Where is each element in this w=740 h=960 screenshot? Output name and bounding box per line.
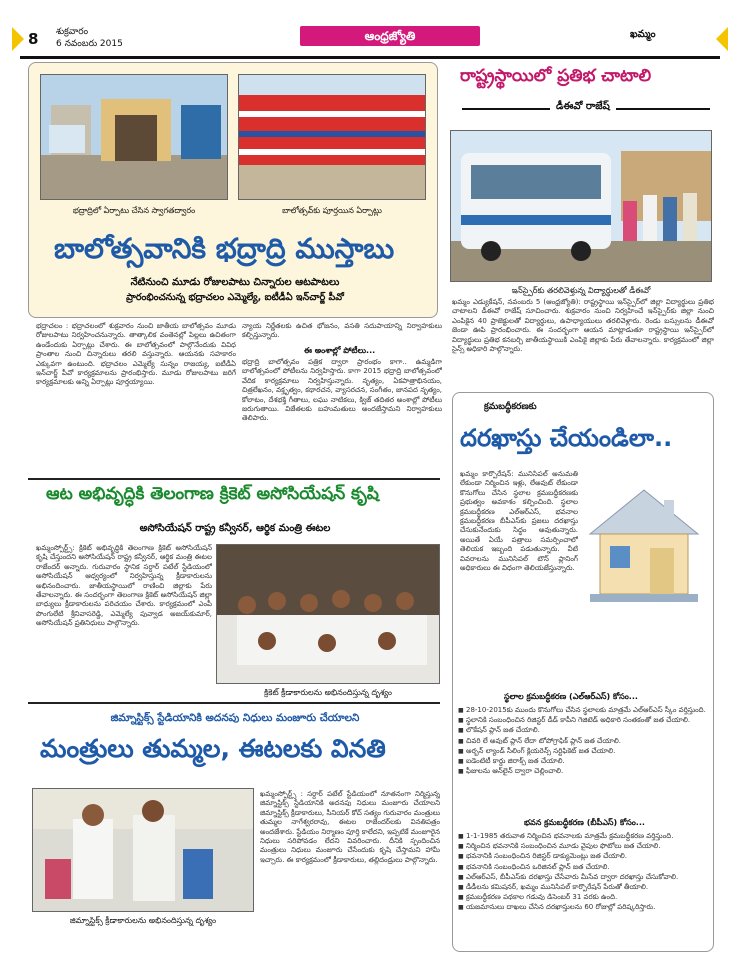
body-balotsavam-right: భద్రాద్రి బాలోత్సవం పత్రిక ద్వారా ప్రారంభం కాగా.. ఉమ్మడిగా బాలోత్సవంలో పోటీలను నిర్వహిస్తారు. కాగా 2015 భద్రాద్రి బాలోత్సవంలో వేదిక కార్యక్రమాలు నిర్వహిస్తున్నారు. నృత్యం, ఏకపాత్రాభినయం, చిత్రలేఖనం, వక్తృత్వం, కథారచన, వ్యాసరచన, సంగీతం, జానపద నృత్యం, కోలాటం, దేశభక్తి గీతాలు, లఘు నాటికలు, క్విజ్ తదితర అంశాల్లో పోటీలు జరుగుతాయి. విజేతలకు బహుమతులు అందజేస్తామని నిర్వాహకులు తెలిపారు.	[242, 358, 442, 423]
list-item: ■ ఎల్‌ఆర్‌ఎస్, బీపీఎస్‌కు దరఖాస్తు చేసేవారు మీసేవ ద్వారా దరఖాస్తు చేసుకోవాలి.	[458, 873, 708, 882]
body-gymnastics: ఖమ్మంస్పోర్ట్స్ : సర్దార్ పటేల్ స్టేడియంలో నూతనంగా నిర్మిస్తున్న జిమ్నాస్టిక్స్ స్టేడియానికి అదనపు నిధులు మంజూరు చేయాలని జిమ్నాస్టిక్స్ క్రీడాకారులు, సీనియర్ కోచ్ సత్యం గురువారం మంత్రులు తుమ్మల నాగేశ్వరరావు, ఈటల రాజేందర్‌లకు వినతిపత్రం అందజేశారు. స్టేడియం నిర్మాణం పూర్తి కాలేదని, ఇప్పటికే మంజూరైన నిధులు సరిపోవడం లేదని వివరించారు. దీనికి స్పందించిన మంత్రులు నిధులు మంజూరు చేసేందుకు కృషి చేస్తామని హామీ ఇచ్చారు. ఈ కార్యక్రమంలో క్రీడాకారులు, తల్లిదండ్రులు పాల్గొన్నారు.	[260, 790, 440, 864]
list-item: ■ క్రమబద్ధీకరణ పథకాల గడువు డిసెంబర్ 31 వరకు ఉంది.	[458, 893, 708, 902]
photo-caption-arrangements: బాలోత్సవ్‌కు పూర్తయిన ఏర్పాట్లు	[282, 206, 382, 215]
subheading-bps: భవన క్రమబద్ధీకరణ (బీపీఎస్) కోసం...	[524, 818, 645, 827]
byline-inspire	[462, 98, 710, 120]
list-item: ■ ఐడెంటిటీ కార్డు జిరాక్స్ జత చేయాలి.	[458, 757, 708, 766]
photo-caption-gymnastics: జిమ్నాస్టిక్స్ క్రీడాకారులను అభినందిస్తున్న దృశ్యం	[69, 916, 217, 925]
headline-gymnastics: మంత్రులు తుమ్మల, ఈటలకు వినతి	[40, 734, 386, 763]
list-item: ■ 28-10-2015కు ముందు కొనుగోలు చేసిన స్థలాలకు మాత్రమే ఎల్‌ఆర్‌ఎస్ స్కీం వర్తిస్తుంది.	[458, 706, 708, 715]
photo-caption-inspire: ఇన్‌స్పైర్‌కు తరలివెళ్తున్న విద్యార్థులతో డీఈవో	[511, 286, 651, 295]
photo-arrangements	[238, 74, 426, 200]
date-label: 6 నవంబరు 2015	[56, 39, 123, 49]
list-item: ■ ఫీజులను ఆన్‌లైన్ ద్వారా చెల్లించాలి.	[458, 767, 708, 776]
house-illustration	[580, 474, 706, 614]
list-bps	[458, 832, 708, 914]
subhead-cricket: అసోసియేషన్ రాష్ట్ర కన్వీనర్, ఆర్థిక మంత్రి ఈటల	[139, 523, 331, 534]
masthead-logo: ఆంధ్రజ్యోతి	[300, 26, 480, 46]
subhead-balotsavam-2: ప్రారంభించనున్న భద్రాచలం ఎమ్మెల్యే, ఐటీడీఏ ఇన్‌చార్జ్ పీవో	[126, 292, 344, 303]
kicker-regularisation: క్రమబద్ధీకరణకు	[484, 402, 537, 412]
body-balotsavam-right-top: న్యాయ నిర్ణేతలకు ఉచిత భోజనం, వసతి సదుపాయాన్ని నిర్వాహకులు కల్పిస్తున్నారు.	[242, 322, 442, 340]
list-item: ■ చివరి లే అవుట్ ప్లాన్ లేదా టోపోగ్రాఫిక్ ప్లాన్ జత చేయాలి.	[458, 737, 708, 746]
list-item: ■ యజమానులు దాఖలు చేసిన దరఖాస్తులను 60 రోజుల్లో పరిష్కరిస్తారు.	[458, 903, 708, 912]
subheading-competitions: ఈ అంశాల్లో పోటీలు...	[304, 346, 376, 355]
subheading-lrs: స్థలాల క్రమబద్ధీకరణ (ఎల్‌ఆర్‌ఎస్) కోసం...	[504, 692, 638, 701]
photo-bus-students	[450, 130, 712, 282]
photo-welcome-arch	[40, 74, 228, 200]
photo-gymnastics	[32, 788, 254, 912]
photo-caption-cricket: క్రికెట్ క్రీడాకారులను అభినందిస్తున్న దృశ్యం	[264, 688, 392, 697]
body-cricket: ఖమ్మంస్పోర్ట్స్: క్రికెట్ అభివృద్ధికి తెలంగాణ క్రికెట్ అసోసియేషన్ కృషి చేస్తుందని అసోసియేషన్ రాష్ట్ర కన్వీనర్, ఆర్థిక మంత్రి ఈటల రాజేందర్ అన్నారు. గురువారం స్థానిక సర్దార్ పటేల్ స్టేడియంలో అసోసియేషన్ ఆధ్వర్యంలో నిర్వహిస్తున్న క్రీడాకారులను అభినందించారు. జాతీయస్థాయిలో రాణించి జిల్లాకు పేరు తేవాలన్నారు. ఈ సందర్భంగా తెలంగాణ క్రికెట్ అసోసియేషన్ జిల్లా బాధ్యులు క్రీడాకారులను పరిచయం చేశారు. కార్యక్రమంలో ఎంపీ పొంగులేటి శ్రీనివాసరెడ్డి, ఎమ్మెల్యే పువ్వాడ అజయ్‌కుమార్, అసోసియేషన్ ప్రతినిధులు పాల్గొన్నారు.	[36, 544, 212, 628]
page-number: 8	[28, 30, 39, 48]
list-item: ■ స్థలానికి సంబంధించిన రిజిస్టర్ డీడ్ కాపీని గెజిటెడ్ అధికారి సంతకంతో జత చేయాలి.	[458, 716, 708, 725]
list-item: ■ 1-1-1985 తరువాత నిర్మించిన భవనాలకు మాత్రమే క్రమబద్ధీకరణ వర్తిస్తుంది.	[458, 832, 708, 841]
list-item: ■ అర్బన్ ల్యాండ్ సీలింగ్ క్లియరెన్స్ సర్టిఫికెట్ జత చేయాలి.	[458, 747, 708, 756]
page-header	[0, 26, 740, 58]
byline-name: డీఈవో రాజేష్	[550, 100, 616, 114]
photo-caption-arch: భద్రాద్రిలో ఏర్పాటు చేసిన స్వాగతద్వారం	[72, 206, 196, 215]
subhead-balotsavam-1: నేటినుంచి మూడు రోజులపాటు చిన్నారుల ఆటపాటలు	[130, 277, 340, 288]
list-lrs	[458, 706, 708, 777]
corner-marker-right	[716, 27, 728, 51]
list-item: ■ నిర్మించిన భవనానికి సంబంధించిన మూడు వైపుల ఫొటోలు జత చేయాలి.	[458, 842, 708, 851]
header-rule	[20, 56, 720, 59]
list-item: ■ లొకేషన్ ప్లాన్ జత చేయాలి.	[458, 726, 708, 735]
section-rule-cricket	[28, 478, 440, 480]
day-label: శుక్రవారం	[56, 27, 89, 37]
kicker-gymnastics: జిమ్నాస్టిక్స్ స్టేడియానికి అదనపు నిధులు మంజూరు చేయాలని	[110, 712, 360, 724]
edition-label: ఖమ్మం	[630, 29, 656, 40]
headline-regularisation: దరఖాస్తు చేయండిలా..	[460, 424, 673, 452]
section-rule-gymnastics	[28, 702, 440, 704]
list-item: ■ డీడీలను కమిషనర్, ఖమ్మం మునిసిపల్ కార్పొరేషన్ పేరుతో తీయాలి.	[458, 883, 708, 892]
body-inspire: ఖమ్మం ఎడ్యుకేషన్, నవంబరు 5 (ఆంధ్రజ్యోతి): రాష్ట్రస్థాయి ఇన్‌స్పైర్‌లో జిల్లా విద్యార్థులు ప్రతిభ చాటాలని డీఈవో రాజేష్ సూచించారు. శుక్రవారం నుంచి నిర్వహించే ఇన్‌స్పైర్‌కు జిల్లా నుంచి ఎంపికైన 40 ప్రాజెక్టులతో విద్యార్థులు, ఉపాధ్యాయులు తరలివెళ్లారు. రెండు బస్సులను డీఈవో జెండా ఊపి ప్రారంభించారు. ఈ సందర్భంగా ఆయన మాట్లాడుతూ రాష్ట్రస్థాయి ఇన్‌స్పైర్‌లో విద్యార్థులు ప్రతిభ కనబర్చి జాతీయస్థాయికి ఎంపికై జిల్లాకు పేరు తేవాలన్నారు. కార్యక్రమంలో జిల్లా సైన్స్ అధికారి పాల్గొన్నారు.	[452, 298, 714, 354]
body-regularisation: ఖమ్మం కార్పొరేషన్: మునిసిపల్ అనుమతి లేకుండా నిర్మించిన ఇళ్లు, లేఅవుట్ లేకుండా కొనుగోలు చేసిన స్థలాల క్రమబద్ధీకరణకు ప్రభుత్వం అవకాశం కల్పించింది. స్థలాల క్రమబద్ధీకరణ ఎల్‌ఆర్‌ఎస్, భవనాల క్రమబద్ధీకరణ బీపీఎస్‌కు ప్రజలు దరఖాస్తు చేసుకునేందుకు సిద్ధం అవుతున్నారు. అయితే ఏయే పత్రాలు సమర్పించాలో తెలియక ఇబ్బంది పడుతున్నారు. వీటి వివరాలను మునిసిపల్ టౌన్ ప్లానింగ్ అధికారులు ఈ విధంగా తెలియజేస్తున్నారు.	[460, 470, 578, 573]
photo-cricket-players	[216, 544, 440, 684]
list-item: ■ భవనానికి సంబంధించిన రిజిస్టర్ డాక్యుమెంట్లు జత చేయాలి.	[458, 852, 708, 861]
date-block	[56, 26, 123, 50]
list-item: ■ భవనానికి సంబంధించిన ఒరిజినల్ ప్లాన్ జత చేయాలి.	[458, 863, 708, 872]
headline-cricket: ఆట అభివృద్ధికి తెలంగాణ క్రికెట్ అసోసియేషన్ కృషి	[46, 484, 379, 504]
headline-balotsavam: బాలోత్సవానికి భద్రాద్రి ముస్తాబు	[54, 232, 395, 265]
body-balotsavam-left: భద్రాచలం : భద్రాచలంలో శుక్రవారం నుంచి జాతీయ బాలోత్సవం మూడు రోజులపాటు నిర్వహించనున్నారు. తాత్కాలిక వంతెనల్లో పిల్లలు ఉచితంగా ఉండేందుకు ఏర్పాట్లు చేశారు. ఈ బాలోత్సవంలో పాల్గొనేందుకు వివిధ ప్రాంతాల నుంచి చిన్నారులు తరలి వస్తున్నారు. ఆయనకు సహకారం ఎక్కువగా ఉంటుంది. భద్రాచలం ఎమ్మెల్యే సున్నం రాజయ్య, ఐటీడీఏ ఇన్‌చార్జ్ పీవో కార్యక్రమాలను ప్రారంభిస్తారు. మూడు రోజులపాటు జరిగే కార్యక్రమాలకు అన్ని ఏర్పాట్లు పూర్తయ్యాయి.	[36, 322, 236, 387]
corner-marker-left	[12, 27, 24, 51]
headline-inspire: రాష్ట్రస్థాయిలో ప్రతిభ చాటాలి	[460, 66, 652, 86]
